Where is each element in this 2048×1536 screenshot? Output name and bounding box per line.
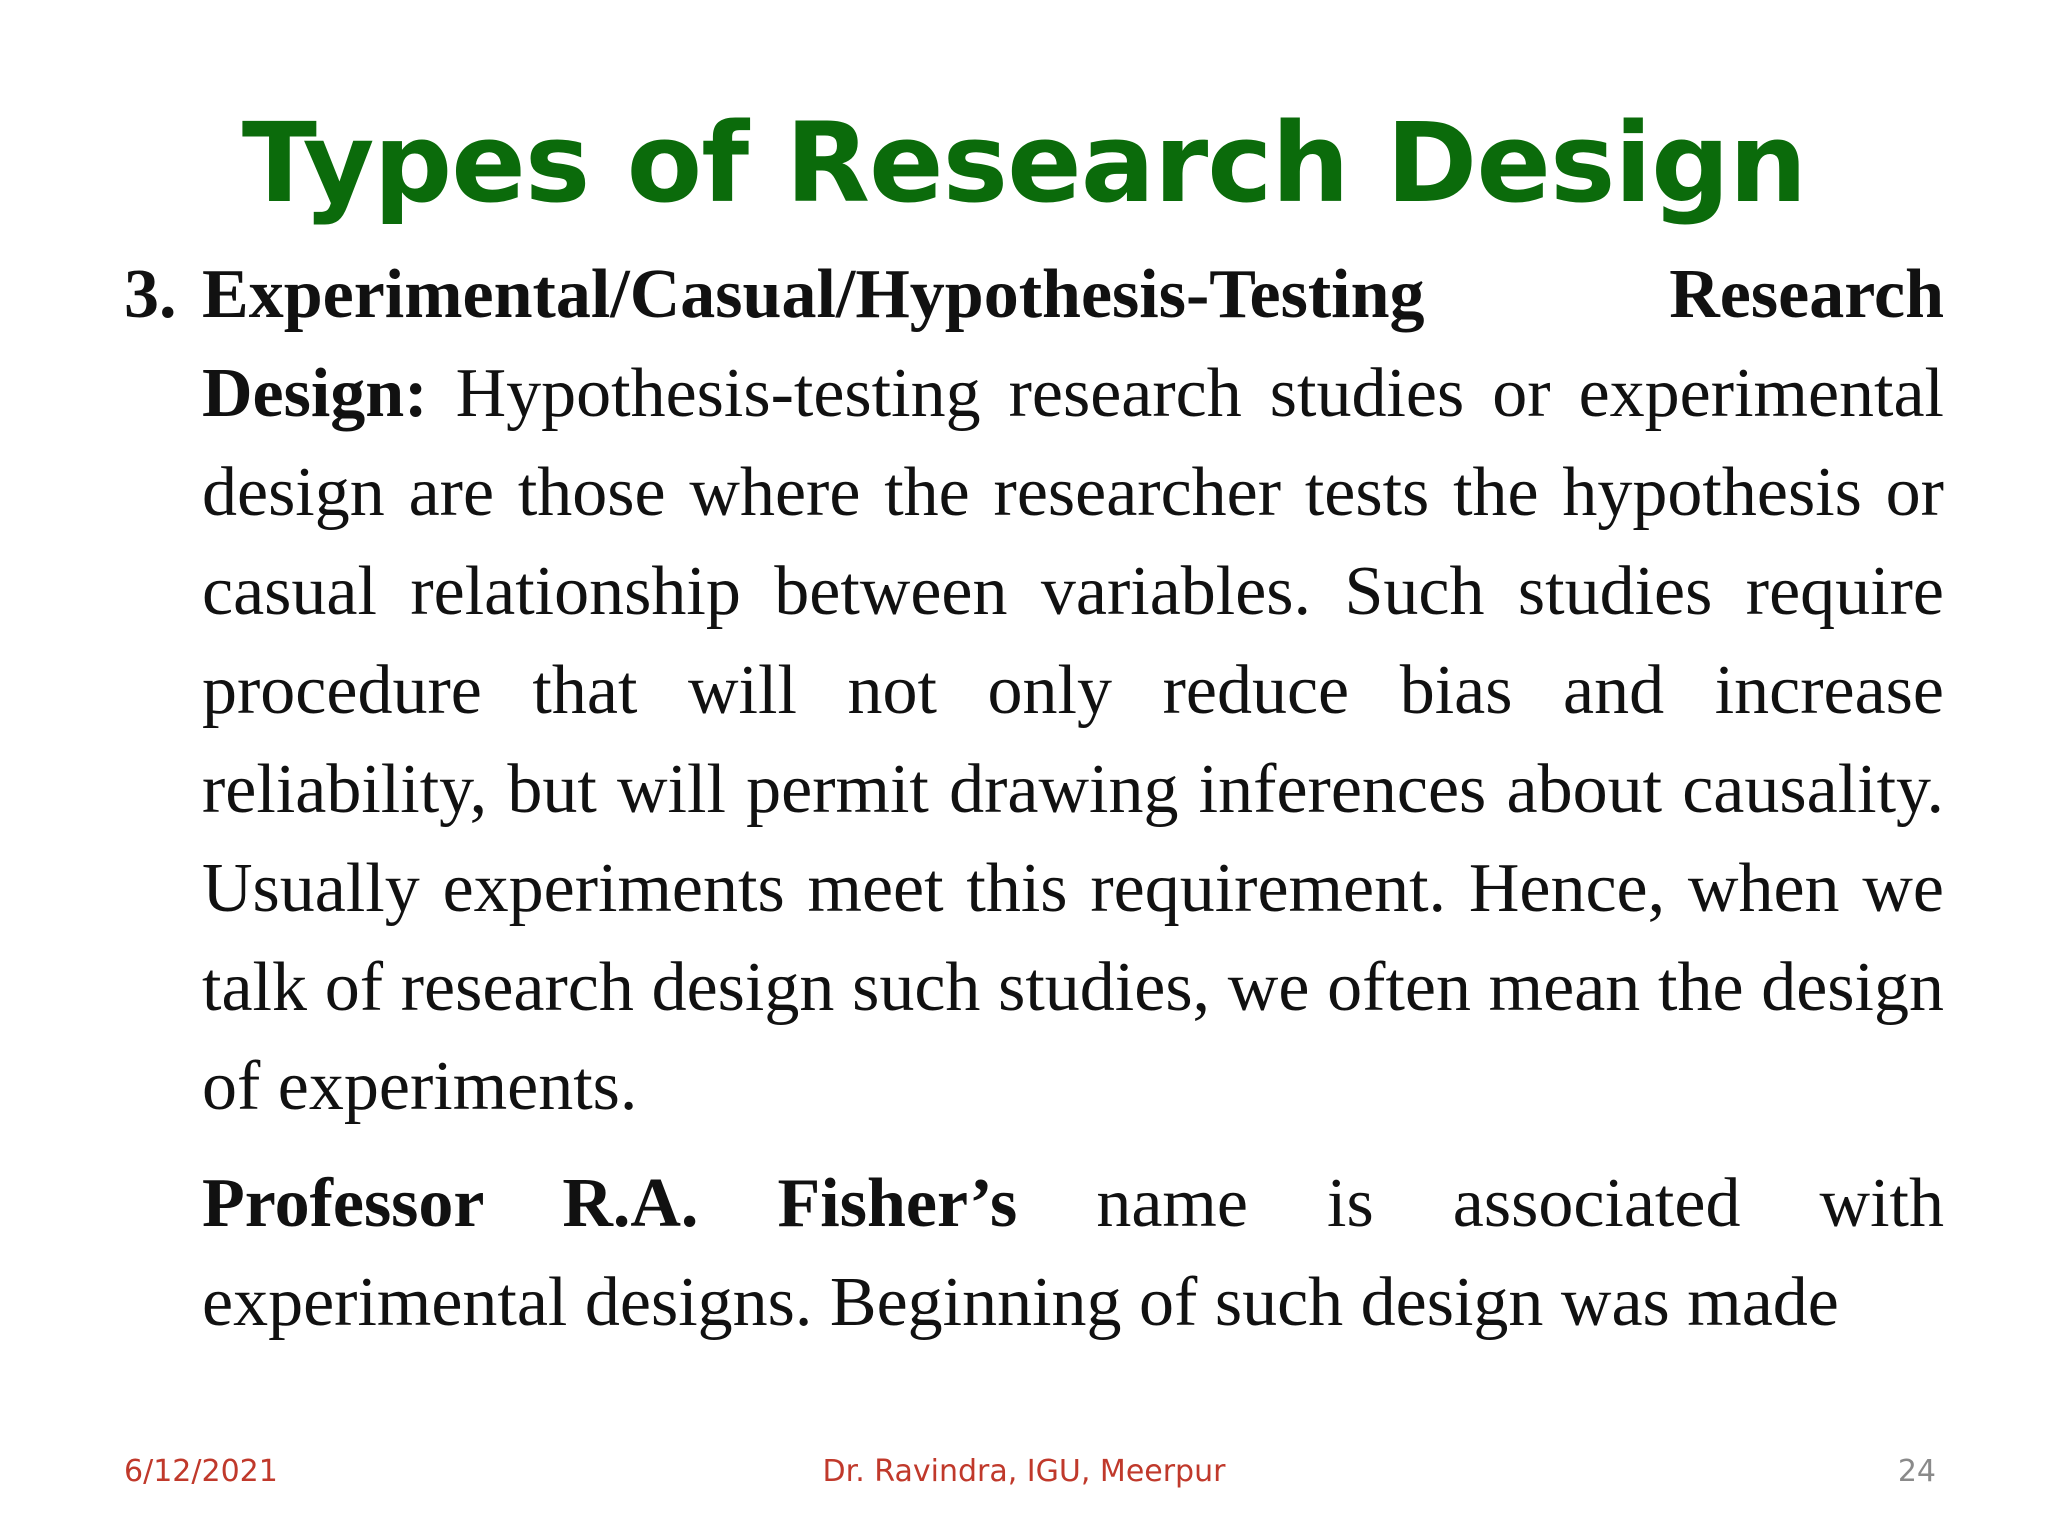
- fisher-paragraph-lead: Professor R.A. Fisher’s: [202, 1165, 1018, 1242]
- list-item-heading: Experimental/Casual/Hypothesis-Testing Research Design:: [202, 256, 1944, 432]
- footer-date: 6/12/2021: [124, 1454, 278, 1489]
- slide-title: Types of Research Design: [241, 99, 1807, 227]
- fisher-paragraph: [124, 1154, 1944, 1352]
- list-item-text: Hypothesis-testing research studies or experimental design are those where the researcher tests the hypothesis or casual relationship between variables. Such studies require procedure that will not only reduce bias and increase reliability, but will permit drawing inferences about causality. Usually experiments meet this requirement. Hence, when we talk of research design such studies, we often mean the design of experiments.: [202, 355, 1944, 1125]
- list-item-3: [124, 245, 1944, 1136]
- list-item-number: 3.: [124, 256, 177, 333]
- page-number: 24: [1897, 1454, 1936, 1489]
- fisher-paragraph-text: name is associated with experimental designs. Beginning of such design was made: [202, 1165, 1944, 1341]
- list-item-content: [202, 245, 1944, 1136]
- slide-body: [124, 245, 1944, 1352]
- footer-author: Dr. Ravindra, IGU, Meerpur: [822, 1454, 1226, 1489]
